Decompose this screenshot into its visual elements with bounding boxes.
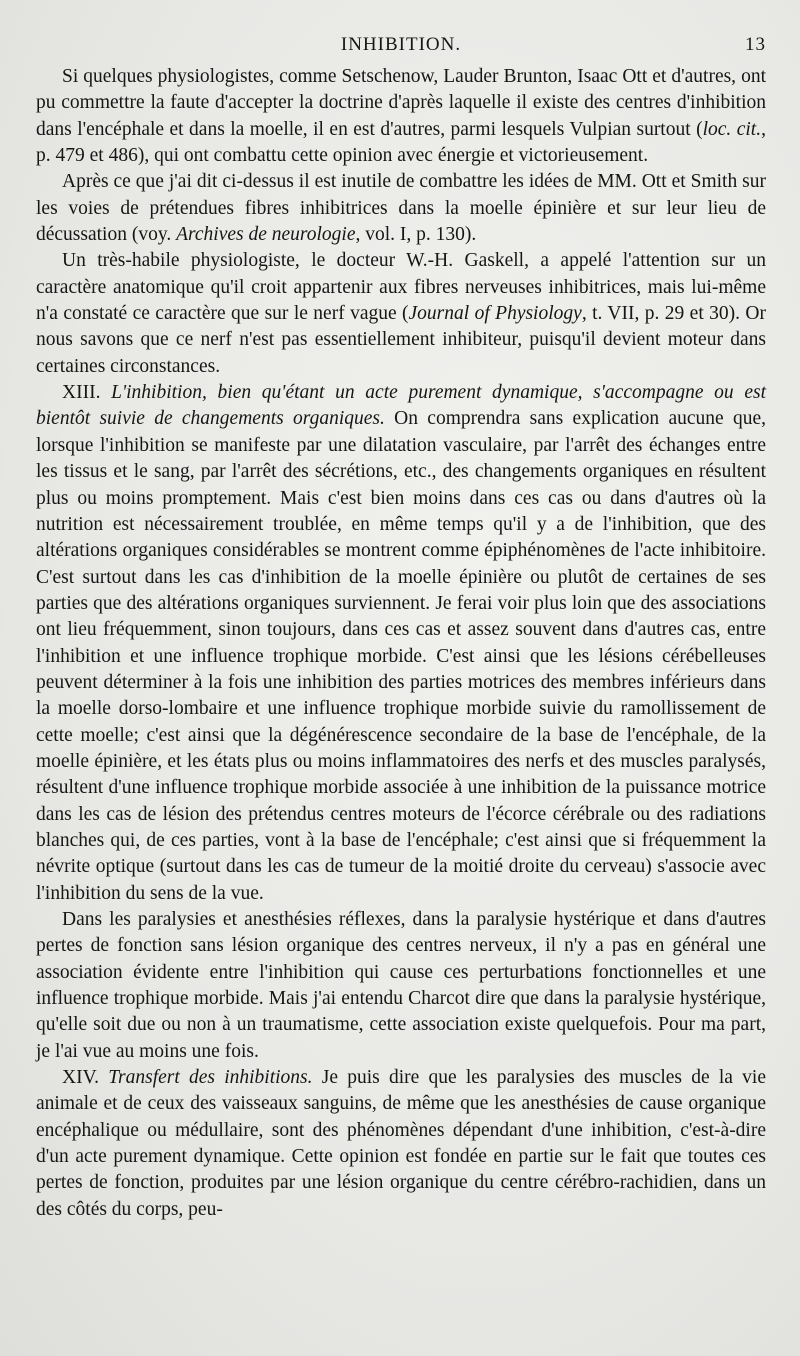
text-run: , vol. I, p. 130). — [355, 224, 477, 246]
section-heading-italic: L'inhibition, bien qu'étant un acte purement dynamique, s'accompagne ou est bientôt suivie de changements organiques. — [36, 382, 766, 430]
text-run: , p. 479 et 486), qui ont combattu cette opinion avec énergie et victorieusement. — [36, 118, 766, 167]
text-run: Dans les paralysies et anesthésies réflexes, dans la paralysie hystérique et dans d'autres pertes de fonction sans lésion organique des centres nerveux, il n'y a pas en général une association évidente entre l'inhibition qui cause ces perturbations fonctionnelles et une influence trophique morbide. Mais j'ai entendu Charcot dire que dans la paralysie hystérique, qu'elle soit due ou non à un traumatisme, cette association existe quelquefois. Pour ma part, je l'ai vue au moins une fois. — [36, 909, 766, 1062]
paragraph-3 — [36, 248, 766, 380]
section-heading-italic: Transfert des inhibitions. — [108, 1067, 313, 1089]
paragraph-5 — [36, 907, 766, 1065]
section-number: XIV. — [62, 1067, 109, 1089]
section-number: XIII. — [62, 382, 112, 404]
text-run: Je puis dire que les paralysies des muscles de la vie animale et de ceux des vaisseaux sanguins, de même que les anesthésies de cause organique encéphalique ou médullaire, sont des phénomènes dépendant d'une inhibition, c'est-à-dire d'un acte purement dynamique. Cette opinion est fondée en partie sur le fait que toutes ces pertes de fonction, produites par une lésion organique du centre cérébro-rachidien, dans un des côtés du corps, peu- — [36, 1067, 766, 1220]
page-number: 13 — [745, 34, 766, 55]
body-text — [36, 64, 766, 1223]
journal-title-italic: Journal of Physiology — [408, 303, 582, 325]
section-xiii — [36, 380, 766, 907]
section-xiv — [36, 1065, 766, 1223]
paragraph-1 — [36, 64, 766, 169]
text-run: Si quelques physiologistes, comme Setschenow, Lauder Brunton, Isaac Ott et d'autres, ont pu commettre la faute d'accepter la doctrine d'après laquelle il existe des centres d'inhibition dans l'encéphale et dans la moelle, il en est d'autres, parmi lesquels Vulpian surtout ( — [36, 66, 766, 140]
running-head — [36, 34, 766, 64]
text-run: Après ce que j'ai dit ci-dessus il est inutile de combattre les idées de MM. Ott et Smith sur les voies de prétendues fibres inhibitrices dans la moelle épinière et sur leur lieu de décussation (voy. — [36, 171, 766, 246]
paragraph-2 — [36, 169, 766, 248]
text-run: , t. VII, p. 29 et 30). Or nous savons que ce nerf n'est pas essentiellement inhibiteur, puisqu'il devient moteur dans certaines circonstances. — [36, 303, 766, 377]
text-run: Un très-habile physiologiste, le docteur W.-H. Gaskell, a appelé l'attention sur un caractère anatomique qu'il croit appartenir aux fibres nerveuses inhibitrices, mais lui-même n'a constaté ce caractère que sur le nerf vague ( — [36, 250, 766, 325]
running-title: INHIBITION. — [340, 34, 462, 55]
journal-title-italic: Archives de neurologie — [176, 224, 356, 246]
citation-italic: loc. cit. — [702, 118, 762, 140]
text-run: On comprendra sans explication aucune que, lorsque l'inhibition se manifeste par une dilatation vasculaire, par l'arrêt des échanges entre les tissus et le sang, par l'arrêt des sécrétions, etc., des changements organiques en résultent plus ou moins promptement. Mais c'est bien moins dans ces cas ou dans d'autres où la nutrition est nécessairement troublée, en même temps qu'il y a de l'inhibition, que des altérations organiques considérables se montrent comme épiphénomènes de l'acte inhibitoire. C'est surtout dans les cas d'inhibition de la moelle épinière ou plutôt de certaines de ses parties que des altérations organiques surviennent. Je ferai voir plus loin que des associations ont lieu fréquemment, sinon toujours, dans ces cas et assez souvent dans d'autres cas, entre l'inhibition et une influence trophique morbide. C'est ainsi que les lésions cérébelleuses peuvent déterminer à la fois une inhibition des parties motrices des membres inférieurs dans la moelle dorso-lombaire et une influence trophique morbide suivie du ramollissement de cette moelle; c'est ainsi que la dégénérescence secondaire de la base de l'encéphale, de la moelle épinière, et les états plus ou moins inflammatoires des nerfs et des muscles paralysés, résultent d'une influence trophique morbide associée à une inhibition de la puissance motrice dans les cas de lésion des prétendus centres moteurs de l'écorce cérébrale ou des radiations blanches qui, de ces parties, vont à la base de l'encéphale; c'est ainsi que si fréquemment la névrite optique (surtout dans les cas de tumeur de la moitié droite du cerveau) s'associe avec l'inhibition du sens de la vue. — [36, 408, 766, 904]
